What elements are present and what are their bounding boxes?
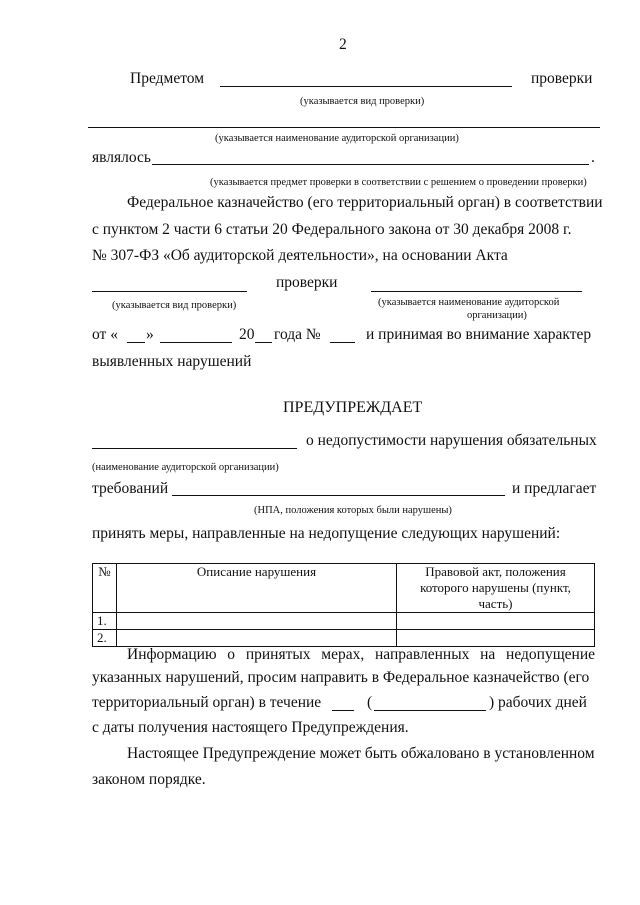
violations-table xyxy=(92,563,595,647)
month-blank[interactable] xyxy=(160,342,232,343)
act-caption-left: (указывается вид проверки) xyxy=(112,300,237,311)
days-number-blank[interactable] xyxy=(332,710,354,711)
info-line1: Информацию о принятых мерах, направленных на недопущение xyxy=(127,646,595,663)
measures-line: принять меры, направленные на недопущение следующих нарушений: xyxy=(92,525,561,542)
warn-caption: (наименование аудиторской организации) xyxy=(92,462,279,473)
info-line4: с даты получения настоящего Предупреждения. xyxy=(92,719,409,736)
table-header-description: Описание нарушения xyxy=(117,564,397,613)
date-from: от « xyxy=(92,326,118,343)
days-words-blank[interactable] xyxy=(374,710,486,711)
was-end: . xyxy=(591,149,595,166)
year-blank[interactable] xyxy=(255,342,272,343)
was-blank[interactable] xyxy=(152,164,589,165)
day-blank[interactable] xyxy=(127,342,145,343)
table-header-number: № xyxy=(93,564,117,613)
info-line3-c: ) рабочих дней xyxy=(489,694,587,711)
was-label: являлось xyxy=(92,149,151,166)
table-row-description[interactable] xyxy=(117,630,397,647)
date-close: » xyxy=(146,326,154,343)
table-header-legal-act: Правовой акт, положения которого нарушены (пункт, часть) xyxy=(397,564,595,613)
table-row-description[interactable] xyxy=(117,613,397,630)
req-blank[interactable] xyxy=(172,495,505,496)
table-header-row xyxy=(93,564,595,613)
table-row-number: 1. xyxy=(93,613,117,630)
violations-line: выявленных нарушений xyxy=(92,353,252,370)
req-suffix: и предлагает xyxy=(512,480,597,497)
page-number: 2 xyxy=(339,36,347,53)
info-line3-a: территориальный орган) в течение xyxy=(92,694,322,711)
heading: ПРЕДУПРЕЖДАЕТ xyxy=(283,399,423,416)
date-rest: и принимая во внимание характер xyxy=(366,326,592,343)
warn-org-blank[interactable] xyxy=(92,448,297,449)
final-line1: Настоящее Предупреждение может быть обжаловано в установленном xyxy=(127,745,595,762)
warn-text: о недопустимости нарушения обязательных xyxy=(306,432,597,449)
subject-caption: (указывается вид проверки) xyxy=(300,96,425,107)
act-caption-right-2: организации) xyxy=(467,310,527,321)
act-type-blank[interactable] xyxy=(92,291,247,292)
date-year: 20 xyxy=(239,326,255,343)
table-row-legal-act[interactable] xyxy=(397,630,595,647)
table-row-legal-act[interactable] xyxy=(397,613,595,630)
req-label: требований xyxy=(92,480,169,497)
act-org-blank[interactable] xyxy=(371,291,582,292)
act-label: проверки xyxy=(276,274,338,291)
final-line2: законом порядке. xyxy=(92,771,206,788)
subject-suffix: проверки xyxy=(531,70,593,87)
was-caption: (указывается предмет проверки в соответствии с решением о проведении проверки) xyxy=(210,177,587,188)
act-caption-right-1: (указывается наименование аудиторской xyxy=(378,297,560,308)
para1-line1: Федеральное казначейство (его территориальный орган) в соответствии xyxy=(127,194,603,211)
org-blank[interactable] xyxy=(88,127,600,128)
req-caption: (НПА, положения которых были нарушены) xyxy=(254,505,452,516)
org-caption: (указывается наименование аудиторской организации) xyxy=(215,133,459,144)
info-line3-b: ( xyxy=(367,694,373,711)
table-row[interactable] xyxy=(93,613,595,630)
para1-line3: № 307-ФЗ «Об аудиторской деятельности», на основании Акта xyxy=(92,247,508,264)
subject-label: Предметом xyxy=(130,70,205,87)
table-row[interactable] xyxy=(93,630,595,647)
para1-line2: с пунктом 2 части 6 статьи 20 Федерального закона от 30 декабря 2008 г. xyxy=(92,221,572,238)
table-row-number: 2. xyxy=(93,630,117,647)
number-blank[interactable] xyxy=(330,342,355,343)
subject-blank[interactable] xyxy=(220,86,512,87)
date-year-suffix: года № xyxy=(274,326,321,343)
info-line2: указанных нарушений, просим направить в Федеральное казначейство (его xyxy=(92,669,590,686)
